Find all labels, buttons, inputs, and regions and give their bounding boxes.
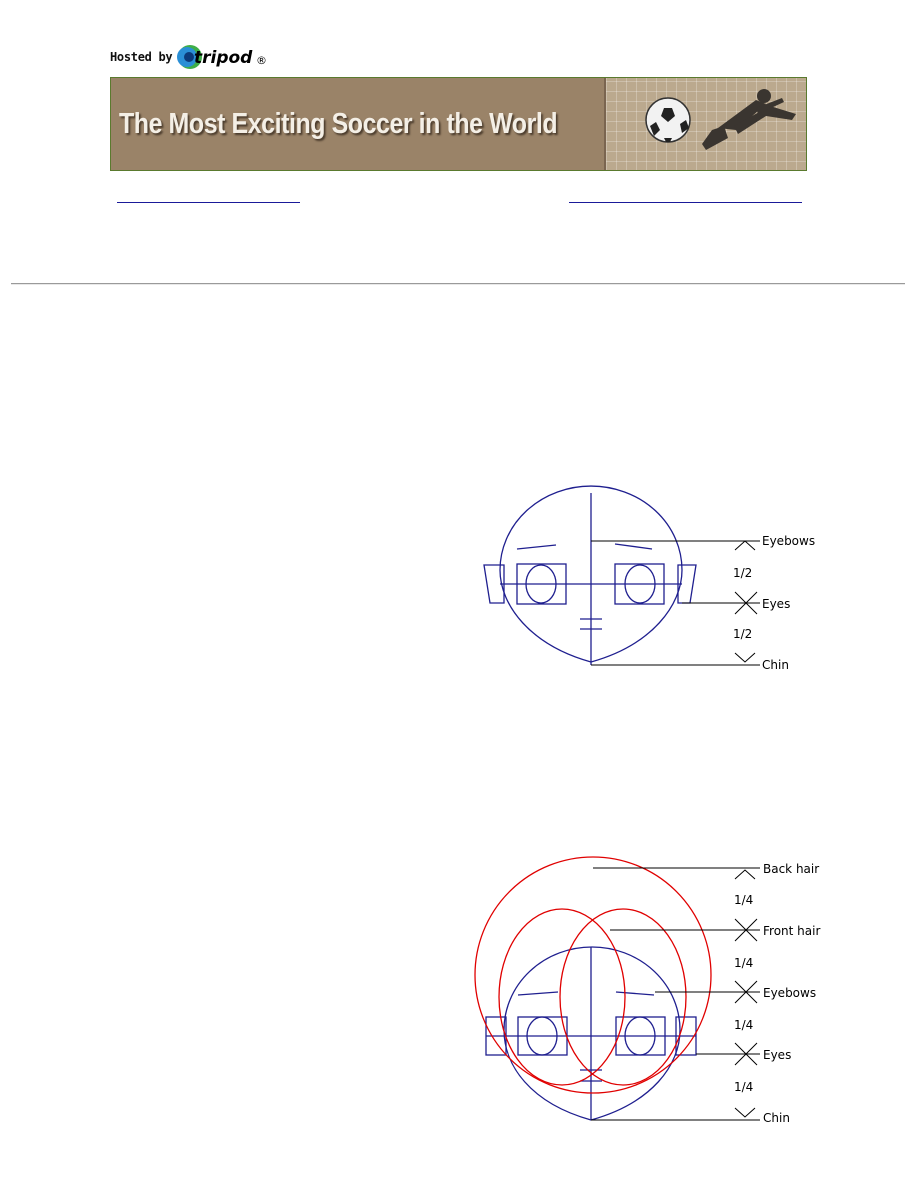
left-eyebrow bbox=[517, 545, 556, 549]
label-front-hair: Front hair bbox=[763, 924, 821, 938]
ratio-label: 1/4 bbox=[734, 893, 754, 907]
ratio-label: 1/2 bbox=[733, 566, 753, 580]
label-eyebrows: Eyebows bbox=[763, 986, 817, 1000]
back-hair-circle bbox=[475, 857, 711, 1093]
soccer-illustration bbox=[606, 78, 807, 171]
hosted-by-badge[interactable] bbox=[110, 42, 272, 72]
right-eyebrow bbox=[615, 544, 652, 549]
label-eyes: Eyes bbox=[763, 1048, 792, 1062]
nav-link-right[interactable] bbox=[569, 188, 802, 203]
label-back-hair: Back hair bbox=[763, 862, 820, 876]
player-silhouette bbox=[702, 89, 796, 150]
tripod-logo bbox=[176, 42, 272, 72]
hair-proportion-diagram bbox=[470, 855, 850, 1130]
ratio-label: 1/2 bbox=[733, 627, 753, 641]
back-hair-marker-icon bbox=[735, 870, 755, 879]
left-eyebrow bbox=[518, 992, 558, 995]
front-hair-left-loop bbox=[499, 909, 625, 1085]
horizontal-divider bbox=[11, 283, 905, 285]
label-chin: Chin bbox=[762, 658, 789, 672]
site-banner[interactable] bbox=[110, 77, 807, 171]
registered-mark: ® bbox=[256, 54, 268, 67]
chin-marker-icon bbox=[735, 1108, 755, 1117]
ratio-label: 1/4 bbox=[734, 1080, 754, 1094]
front-hair-right-loop bbox=[560, 909, 686, 1085]
banner-title: The Most Exciting Soccer in the World bbox=[119, 108, 558, 140]
head-outline bbox=[504, 947, 680, 1120]
right-eyebrow bbox=[616, 992, 654, 995]
ratio-label: 1/4 bbox=[734, 956, 754, 970]
eyebrow-marker-icon bbox=[735, 541, 755, 550]
tripod-logo-text: tripod bbox=[194, 48, 253, 68]
label-eyebrows: Eyebows bbox=[762, 534, 816, 548]
label-chin: Chin bbox=[763, 1111, 790, 1125]
label-eyes: Eyes bbox=[762, 597, 791, 611]
nav-link-left[interactable] bbox=[117, 188, 300, 203]
hosted-by-label: Hosted by bbox=[110, 50, 173, 64]
ratio-label: 1/4 bbox=[734, 1018, 754, 1032]
soccer-player-image bbox=[604, 78, 807, 171]
chin-marker-icon bbox=[735, 653, 755, 662]
face-proportion-diagram bbox=[470, 485, 850, 685]
